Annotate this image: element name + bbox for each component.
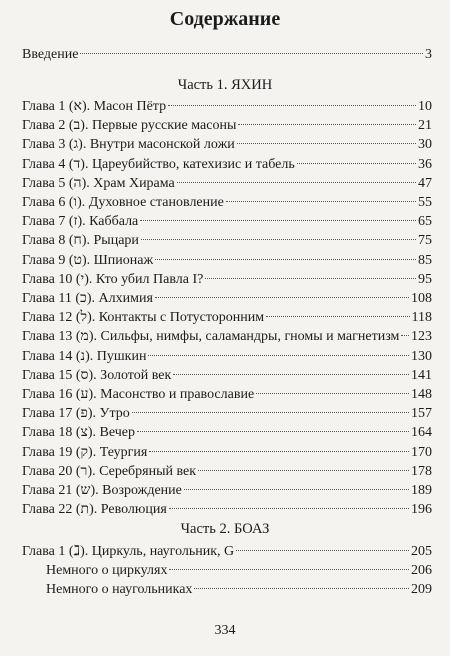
toc-entry-label: Глава 21 (ש). Возрождение: [22, 483, 182, 498]
toc-entry: [22, 329, 432, 348]
dot-leader: [148, 355, 409, 356]
dot-leader: [141, 239, 416, 240]
dot-leader: [401, 335, 409, 336]
toc-entry-label: Глава 18 (צ). Вечер: [22, 425, 136, 441]
toc-entry: [46, 563, 432, 582]
toc-entry-label: Глава 15 (ס). Золотой век: [22, 367, 172, 383]
toc-entry-label: Глава 6 (ו). Духовное становление: [22, 195, 224, 210]
toc-entry-page: 178: [411, 463, 432, 479]
toc-entry: [22, 543, 432, 562]
toc-entry: [46, 582, 432, 601]
dot-leader: [266, 316, 409, 317]
toc-entry-page: 108: [411, 291, 432, 306]
toc-entry-page: 206: [411, 562, 432, 578]
toc-entry-label: Глава 1 (ℷ). Циркуль, наугольник, G: [22, 544, 235, 559]
toc-entry-label: Глава 1 (א). Масон Пётр: [22, 99, 167, 114]
toc-entry: [22, 157, 432, 176]
dot-leader: [226, 201, 416, 202]
toc-entry-label: Глава 8 (ח). Рыцари: [22, 233, 139, 249]
toc-entry: [22, 502, 432, 521]
toc-entry-label: Глава 10 (י). Кто убил Павла I?: [22, 271, 204, 287]
toc-entry-page: 196: [411, 502, 432, 518]
dot-leader: [137, 431, 409, 432]
toc-entry: [22, 195, 432, 214]
toc-entry-label: Глава 13 (מ). Сильфы, нимфы, саламандры, гномы и магнетизм: [22, 329, 400, 345]
toc-entry: [22, 118, 432, 137]
page-title: Содержание: [169, 8, 281, 30]
toc-entry: [22, 99, 432, 118]
part-2-title: Часть 2. БОАЗ: [180, 521, 270, 537]
toc-entry: [22, 272, 432, 291]
dot-leader: [194, 588, 409, 589]
toc-entry: [22, 310, 432, 329]
dot-leader: [140, 220, 416, 221]
toc-entry: [22, 406, 432, 425]
toc-entry-label: Глава 17 (פ). Утро: [22, 406, 130, 422]
dot-leader: [80, 53, 423, 54]
toc-entry-page: 157: [411, 406, 432, 422]
toc-entry-page: 95: [418, 271, 432, 287]
toc-entry-label: Введение: [22, 47, 79, 62]
toc-entry-label: Глава 7 (ז). Каббала: [22, 214, 139, 230]
toc-entry-label: Глава 4 (ד). Цареубийство, катехизис и табель: [22, 156, 295, 172]
toc-entry-label: Глава 14 (נ). Пушкин: [22, 348, 147, 364]
toc-entry-page: 30: [418, 137, 432, 153]
toc-entry-page: 123: [411, 329, 432, 345]
toc-entry-label: Немного о наугольниках: [46, 582, 193, 597]
toc-entry-page: 164: [411, 425, 432, 441]
toc-entry-page: 75: [418, 233, 432, 249]
toc-entry: [22, 349, 432, 368]
toc-entry-page: 21: [418, 118, 432, 134]
dot-leader: [237, 143, 416, 144]
toc-entry-label: Немного о циркулях: [46, 562, 168, 578]
toc-entry-page: 36: [418, 156, 432, 172]
toc-entry: [22, 176, 432, 195]
toc-entry-label: Глава 12 (ל). Контакты с Потусторонним: [22, 310, 265, 326]
toc-entry-label: Глава 9 (ט). Шпионаж: [22, 252, 154, 268]
toc-entry: [22, 464, 432, 483]
dot-leader: [205, 278, 416, 279]
dot-leader: [169, 508, 409, 509]
dot-leader: [177, 182, 416, 183]
toc-entry: [22, 425, 432, 444]
dot-leader: [238, 124, 416, 125]
toc-entry-page: 209: [411, 582, 432, 597]
dot-leader: [168, 105, 416, 106]
toc-entry-page: 130: [411, 348, 432, 364]
toc-entry-label: Глава 16 (ע). Масонство и православие: [22, 387, 255, 402]
toc-entry-page: 148: [411, 387, 432, 402]
toc-entry: [22, 445, 432, 464]
toc-entry-page: 47: [418, 175, 432, 191]
toc-entry: [22, 137, 432, 156]
toc-entry: [22, 233, 432, 252]
toc-entry: [22, 368, 432, 387]
toc-entry: [22, 483, 432, 502]
toc-entry: [22, 253, 432, 272]
toc-entry-label: Глава 22 (ת). Революция: [22, 502, 167, 518]
toc-entry-intro: [22, 47, 432, 66]
toc-entry-label: Глава 11 (כ). Алхимия: [22, 291, 153, 306]
toc-entry-page: 10: [418, 99, 432, 114]
dot-leader: [198, 470, 409, 471]
part-1-title: Часть 1. ЯХИН: [177, 77, 273, 93]
dot-leader: [256, 393, 409, 394]
dot-leader: [173, 374, 409, 375]
dot-leader: [155, 259, 416, 260]
toc-entry: [22, 387, 432, 406]
toc-entry-label: Глава 19 (ק). Теургия: [22, 444, 148, 460]
toc-entry-page: 85: [418, 252, 432, 268]
dot-leader: [169, 569, 409, 570]
toc-entry-label: Глава 3 (ג). Внутри масонской ложи: [22, 137, 235, 153]
toc-entry-page: 141: [411, 367, 432, 383]
page-number: 334: [214, 623, 236, 638]
dot-leader: [155, 297, 409, 298]
toc-entry-page: 55: [418, 195, 432, 210]
toc-entry-label: Глава 20 (ר). Серебряный век: [22, 463, 197, 479]
dot-leader: [184, 489, 409, 490]
toc-entry-page: 65: [418, 214, 432, 230]
toc-entry-page: 170: [411, 444, 432, 460]
dot-leader: [297, 163, 416, 164]
dot-leader: [132, 412, 409, 413]
toc-entry-page: 118: [411, 310, 432, 326]
toc-entry-page: 3: [425, 47, 432, 62]
toc-entry-page: 189: [411, 483, 432, 498]
dot-leader: [236, 550, 409, 551]
dot-leader: [149, 451, 409, 452]
toc-entry: [22, 291, 432, 310]
toc-entry: [22, 214, 432, 233]
toc-entry-page: 205: [411, 544, 432, 559]
toc-entry-label: Глава 5 (ה). Храм Хирама: [22, 175, 175, 191]
toc-entry-label: Глава 2 (ב). Первые русские масоны: [22, 118, 237, 134]
